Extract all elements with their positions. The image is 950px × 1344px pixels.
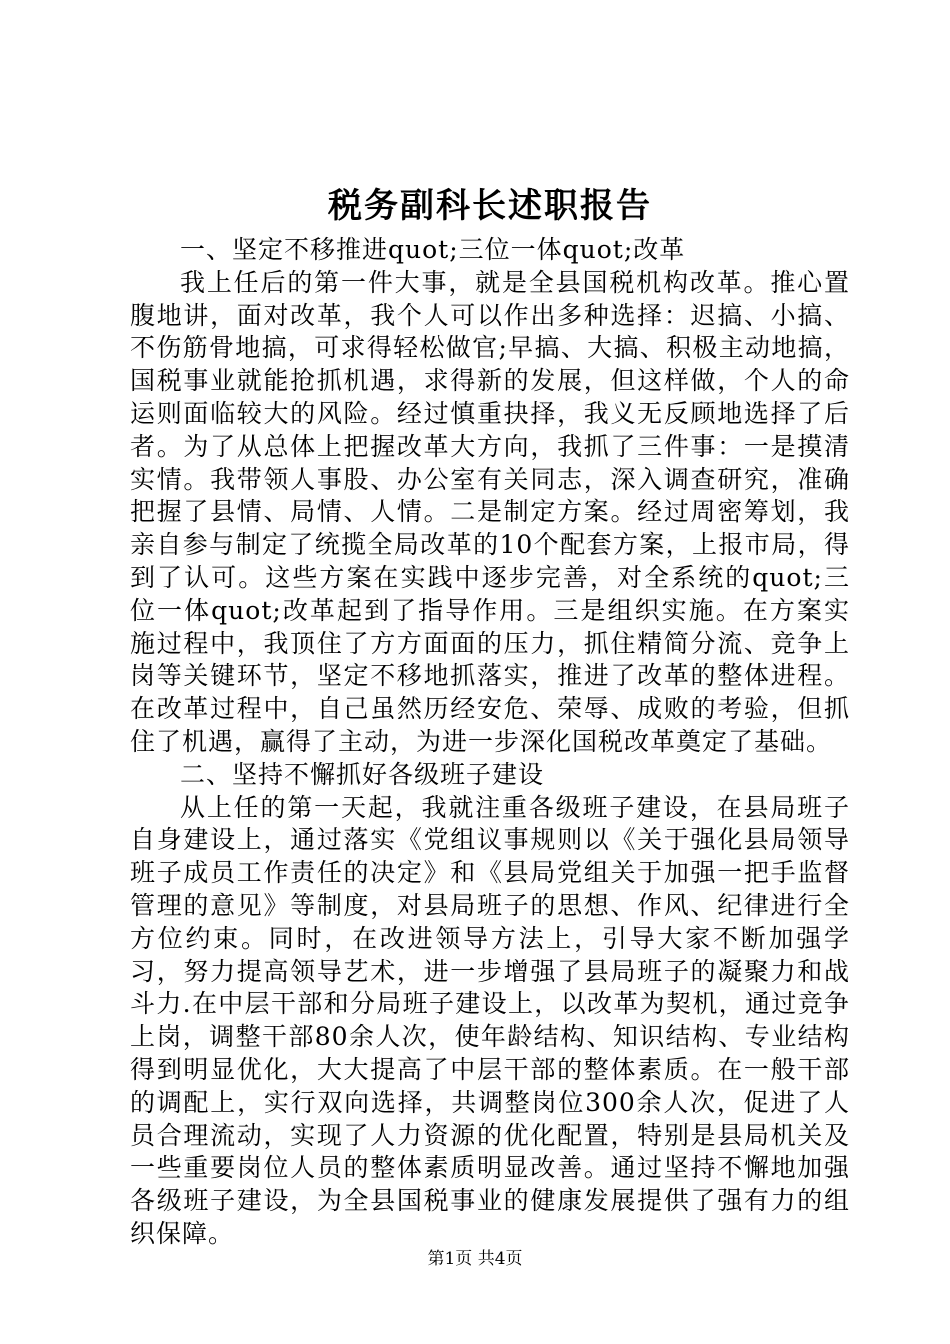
section-heading-1: 一、坚定不移推进quot;三位一体quot;改革 (180, 235, 686, 264)
page-footer: 第1页 共4页 (427, 1249, 523, 1269)
document-body (130, 234, 850, 1251)
document-title: 税务副科长述职报告 (328, 186, 652, 226)
document-page (130, 180, 850, 1251)
paragraph-1: 我上任后的第一件大事，就是全县国税机构改革。推心置腹地讲，面对改革，我个人可以作出多种选择：迟搞、小搞、不伤筋骨地搞，可求得轻松做官;早搞、大搞、积极主动地搞，国税事业就能抢抓机遇，求得新的发展，但这样做，个人的命运则面临较大的风险。经过慎重抉择，我义无反顾地选择了后者。为了从总体上把握改革大方向，我抓了三件事：一是摸清实情。我带领人事股、办公室有关同志，深入调查研究，准确把握了县情、局情、人情。二是制定方案。经过周密筹划，我亲自参与制定了统揽全局改革的10个配套方案，上报市局，得到了认可。这些方案在实践中逐步完善，对全系统的quot;三位一体quot;改革起到了指导作用。三是组织实施。在方案实施过程中，我顶住了方方面面的压力，抓住精简分流、竞争上岗等关键环节，坚定不移地抓落实，推进了改革的整体进程。在改革过程中，自己虽然历经安危、荣辱、成败的考验，但抓住了机遇，赢得了主动，为进一步深化国税改革奠定了基础。 (130, 267, 850, 756)
section-heading-2: 二、坚持不懈抓好各级班子建设 (180, 759, 545, 789)
paragraph-2: 从上任的第一天起，我就注重各级班子建设，在县局班子自身建设上，通过落实《党组议事规则以《关于强化县局领导班子成员工作责任的决定》和《县局党组关于加强一把手监督管理的意见》等制度，对县局班子的思想、作风、纪律进行全方位约束。同时，在改进领导方法上，引导大家不断加强学习，努力提高领导艺术，进一步增强了县局班子的凝聚力和战斗力.在中层干部和分局班子建设上，以改革为契机，通过竞争上岗，调整干部80余人次，使年龄结构、知识结构、专业结构得到明显优化，大大提高了中层干部的整体素质。在一般干部的调配上，实行双向选择，共调整岗位300余人次，促进了人员合理流动，实现了人力资源的优化配置，特别是县局机关及一些重要岗位人员的整体素质明显改善。通过坚持不懈地加强各级班子建设，为全县国税事业的健康发展提供了强有力的组织保障。 (130, 792, 850, 1248)
